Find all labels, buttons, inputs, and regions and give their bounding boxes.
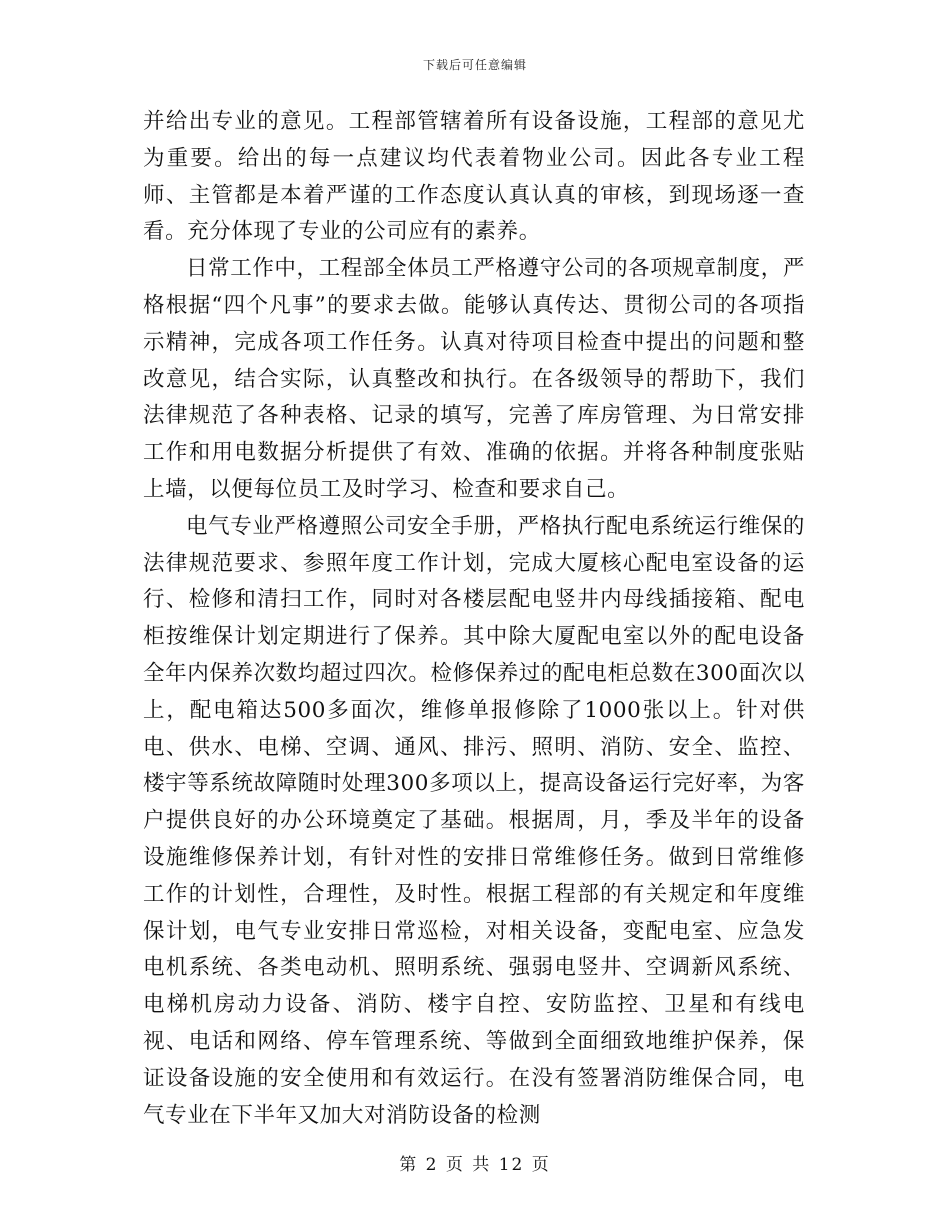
paragraph-3: 电气专业严格遵照公司安全手册，严格执行配电系统运行维保的法律规范要求、参照年度工作计划，完成大厦核心配电室设备的运行、检修和清扫工作，同时对各楼层配电竖井内母线插接箱、配电柜按维保计划定期进行了保养。其中除大厦配电室以外的配电设备全年内保养次数均超过四次。检修保养过的配电柜总数在300面次以上，配电箱达500多面次，维修单报修除了1000张以上。针对供电、供水、电梯、空调、通风、排污、照明、消防、安全、监控、楼宇等系统故障随时处理300多项以上，提高设备运行完好率，为客户提供良好的办公环境奠定了基础。根据周，月，季及半年的设备设施维修保养计划，有针对性的安排日常维修任务。做到日常维修工作的计划性，合理性，及时性。根据工程部的有关规定和年度维保计划，电气专业安排日常巡检，对相关设备，变配电室、应急发电机系统、各类电动机、照明系统、强弱电竖井、空调新风系统、电梯机房动力设备、消防、楼宇自控、安防监控、卫星和有线电视、电话和网络、停车管理系统、等做到全面细致地维护保养，保证设备设施的安全使用和有效运行。在没有签署消防维保合同，电气专业在下半年又加大对消防设备的检测 [143, 513, 805, 1128]
page-header: 下载后可任意编辑 [422, 58, 527, 72]
document-body [143, 104, 805, 1134]
page-footer: 第 2 页 共 12 页 [399, 1155, 551, 1175]
paragraph-2: 日常工作中，工程部全体员工严格遵守公司的各项规章制度，严格根据“四个凡事”的要求去做。能够认真传达、贯彻公司的各项指示精神，完成各项工作任务。认真对待项目检查中提出的问题和整改意见，结合实际，认真整改和执行。在各级领导的帮助下，我们法律规范了各种表格、记录的填写，完善了库房管理、为日常安排工作和用电数据分析提供了有效、准确的依据。并将各种制度张贴上墙，以便每位员工及时学习、检查和要求自己。 [143, 256, 805, 502]
paragraph-1: 并给出专业的意见。工程部管辖着所有设备设施，工程部的意见尤为重要。给出的每一点建议均代表着物业公司。因此各专业工程师、主管都是本着严谨的工作态度认真认真的审核，到现场逐一查看。充分体现了专业的公司应有的素养。 [143, 109, 805, 245]
